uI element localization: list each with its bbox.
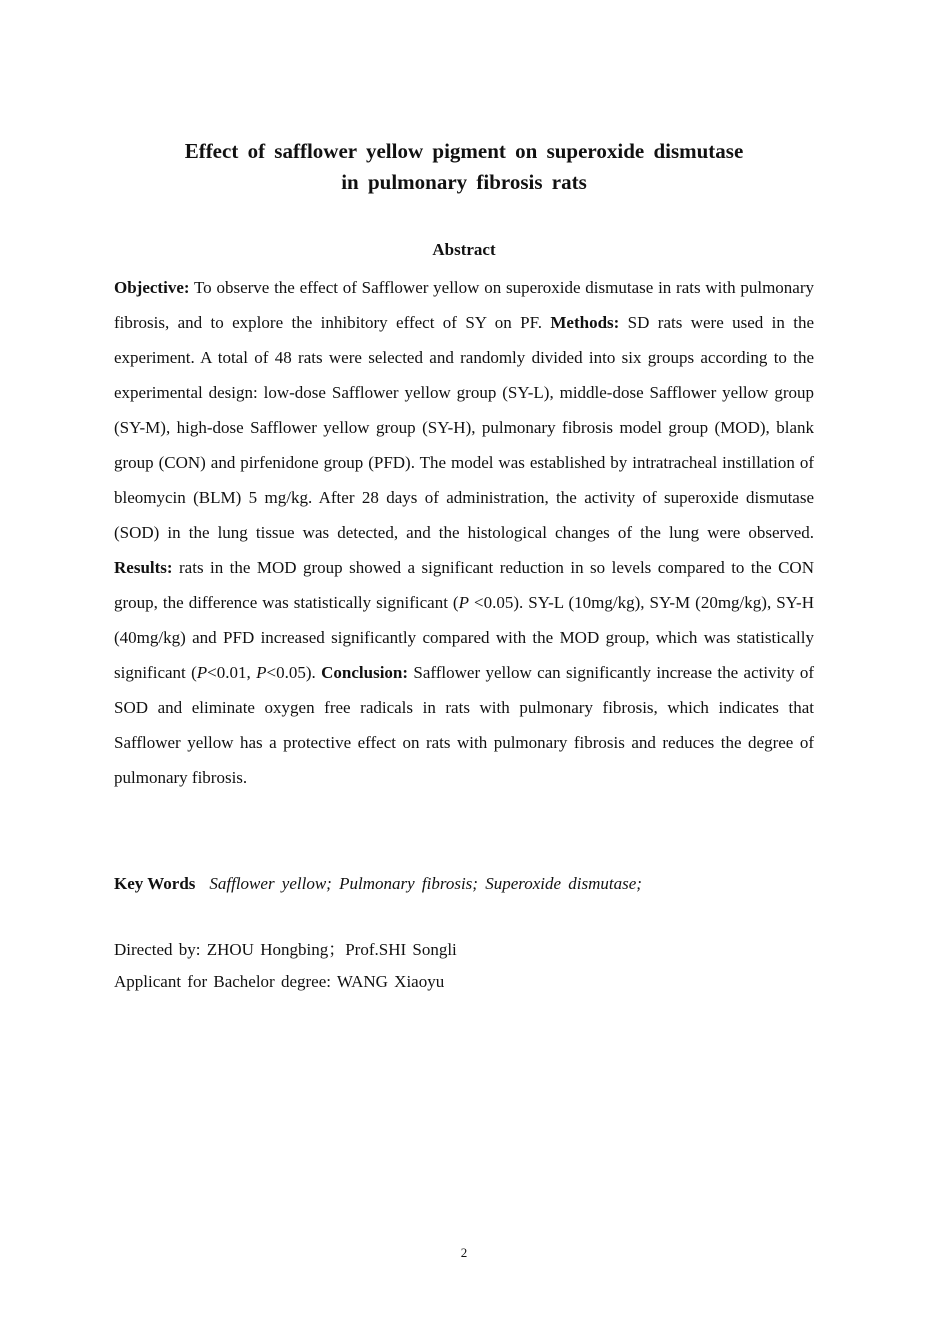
results-text-2: <0.05). SY-L (10mg/kg), SY-M (20mg/kg), SY-H (40mg/kg) and PFD increased significantly compared with the MOD group, which was statistically significant ( [114,593,814,682]
abstract-heading: Abstract [432,240,496,259]
p-value-symbol: P [256,663,267,682]
results-text-1: rats in the MOD group showed a significant reduction in so levels compared to the CON group, the difference was statistically significant ( [114,558,814,612]
objective-label: Objective: [114,278,190,297]
page-title [110,136,818,198]
abstract-body [114,270,814,795]
methods-text: SD rats were used in the experiment. A total of 48 rats were selected and randomly divided into six groups according to the experimental design: low-dose Safflower yellow group (SY-L), middle-dose Safflower yellow group (SY-M), high-dose Safflower yellow group (SY-H), pulmonary fibrosis model group (MOD), blank group (CON) and pirfenidone group (PFD). The model was established by intratracheal instillation of bleomycin (BLM) 5 mg/kg. After 28 days of administration, the activity of superoxide dismutase (SOD) in the lung tissue was detected, and the histological changes of the lung were observed. [114,313,815,542]
keywords-label: Key Words [114,874,196,893]
keywords-line [114,866,814,901]
p-value-symbol: P [458,593,469,612]
page-number: 2 [460,1245,468,1260]
methods-label: Methods: [550,313,620,332]
results-text-3: <0.01, [207,663,257,682]
title-line-2: in pulmonary fibrosis rats [341,170,587,194]
keywords-items: Safflower yellow; Pulmonary fibrosis; Superoxide dismutase; [209,874,642,893]
title-line-1: Effect of safflower yellow pigment on superoxide dismutase [184,139,744,163]
objective-text: To observe the effect of Safflower yellow on superoxide dismutase in rats with pulmonary fibrosis, and to explore the inhibitory effect of SY on PF. [114,278,814,332]
results-text-4: <0.05). [266,663,322,682]
conclusion-text: Safflower yellow can significantly increase the activity of SOD and eliminate oxygen free radicals in rats with pulmonary fibrosis, which indicates that Safflower yellow has a protective effect on rats with pulmonary fibrosis and reduces the degree of pulmonary fibrosis. [114,663,815,787]
applicant: Applicant for Bachelor degree: WANG Xiaoyu [114,972,445,991]
directed-by: Directed by: ZHOU Hongbing；Prof.SHI Songli [114,940,457,959]
credits [114,934,814,998]
p-value-symbol: P [196,663,208,682]
results-label: Results: [114,558,173,577]
conclusion-label: Conclusion: [321,663,409,682]
